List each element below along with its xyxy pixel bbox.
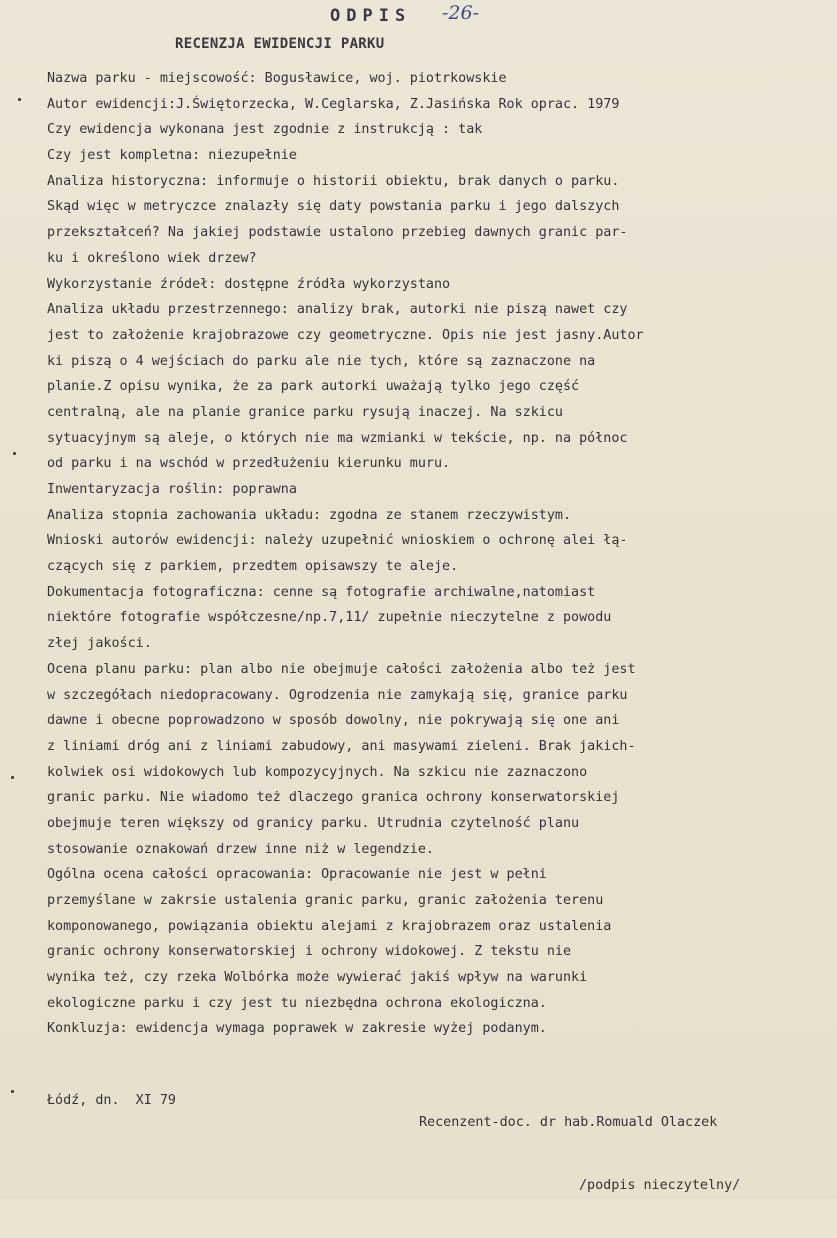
margin-mark [11, 1090, 14, 1093]
text-line: niektóre fotografie współczesne/np.7,11/ zupełnie nieczytelne z powodu [47, 610, 612, 626]
text-line: ekologiczne parku i czy jest tu niezbędna ochrona ekologiczna. [47, 995, 547, 1011]
text-line: Dokumentacja fotograficzna: cenne są fotografie archiwalne,natomiast [47, 584, 596, 600]
margin-mark [13, 452, 16, 455]
signature-block [419, 1070, 740, 1238]
text-line: planie.Z opisu wynika, że za park autorki uważają tylko jego część [47, 379, 580, 395]
text-line: przekształceń? Na jakiej podstawie ustalono przebieg dawnych granic par- [47, 225, 628, 241]
text-line: Wnioski autorów ewidencji: należy uzupełnić wnioskiem o ochronę alei łą- [47, 533, 628, 549]
text-line: obejmuje teren większy od granicy parku. Utrudnia czytelność planu [47, 815, 580, 831]
text-line: Ocena planu parku: plan albo nie obejmuje całości założenia albo też jest [47, 661, 636, 677]
reviewer-name: Recenzent-doc. dr hab.Romuald Olaczek [419, 1115, 718, 1130]
text-line: ki piszą o 4 wejściach do parku ale nie tych, które są zaznaczone na [47, 353, 596, 369]
text-line: od parku i na wschód w przedłużeniu kierunku muru. [47, 456, 451, 472]
review-body [47, 66, 827, 1042]
text-line: wynika też, czy rzeka Wolbórka może wywierać jakiś wpływ na warunki [47, 970, 588, 986]
text-line: jest to założenie krajobrazowe czy geometryczne. Opis nie jest jasny.Autor [47, 327, 644, 343]
text-line: Analiza historyczna: informuje o historii obiektu, brak danych o parku. [47, 173, 620, 189]
text-line: stosowanie oznakowań drzew inne niż w legendzie. [47, 841, 434, 857]
text-line: ku i określono wiek drzew? [47, 250, 257, 266]
document-title: RECENZJA EWIDENCJI PARKU [175, 36, 385, 52]
text-line: dawne i obecne poprowadzono w sposób dowolny, nie pokrywają się one ani [47, 713, 620, 729]
handwritten-page-number: -26- [442, 2, 480, 24]
text-line: granic parku. Nie wiadomo też dlaczego granica ochrony konserwatorskiej [47, 790, 620, 806]
margin-mark [11, 776, 14, 779]
copy-stamp: ODPIS [330, 6, 412, 26]
text-line: centralną, ale na planie granice parku rysują inaczej. Na szkicu [47, 404, 563, 420]
place-and-date: Łódź, dn. XI 79 [47, 1093, 176, 1108]
text-line: w szczegółach niedopracowany. Ogrodzenia nie zamykają się, granice parku [47, 687, 628, 703]
text-line: Inwentaryzacja roślin: poprawna [47, 482, 297, 497]
text-line: Analiza układu przestrzennego: analizy brak, autorki nie piszą nawet czy [47, 302, 628, 318]
text-line: przemyślane w zakrsie ustalenia granic parku, granic założenia terenu [47, 893, 604, 908]
text-line: Wykorzystanie źródeł: dostępne źródła wykorzystano [47, 276, 451, 292]
text-line: Autor ewidencji:J.Świętorzecka, W.Ceglarska, Z.Jasińska Rok oprac. 1979 [47, 96, 620, 112]
text-line: Konkluzja: ewidencja wymaga poprawek w zakresie wyżej podanym. [47, 1021, 547, 1037]
signature-note: /podpis nieczytelny/ [579, 1178, 741, 1193]
text-line: Czy jest kompletna: niezupełnie [47, 148, 297, 164]
text-line: sytuacyjnym są aleje, o których nie ma wzmianki w tekście, np. na północ [47, 430, 628, 446]
text-line: komponowanego, powiązania obiektu alejami z krajobrazem oraz ustalenia [47, 918, 612, 934]
text-line: złej jakości. [47, 636, 152, 652]
text-line: Skąd więc w metryczce znalazły się daty powstania parku i jego dalszych [47, 199, 620, 215]
text-line: granic ochrony konserwatorskiej i ochrony widokowej. Z tekstu nie [47, 944, 572, 960]
text-line: Nazwa parku - miejscowość: Bogusławice, woj. piotrkowskie [47, 71, 507, 86]
margin-mark [18, 98, 21, 101]
text-line: Ogólna ocena całości opracowania: Opracowanie nie jest w pełni [47, 867, 547, 883]
text-line: Czy ewidencja wykonana jest zgodnie z instrukcją : tak [47, 122, 483, 138]
text-line: kolwiek osi widokowych lub kompozycyjnych. Na szkicu nie zaznaczono [47, 764, 588, 780]
text-line: z liniami dróg ani z liniami zabudowy, ani masywami zieleni. Brak jakich- [47, 738, 636, 754]
text-line: Analiza stopnia zachowania układu: zgodna ze stanem rzeczywistym. [47, 507, 572, 523]
text-line: czących się z parkiem, przedtem opisawszy te aleje. [47, 559, 459, 575]
